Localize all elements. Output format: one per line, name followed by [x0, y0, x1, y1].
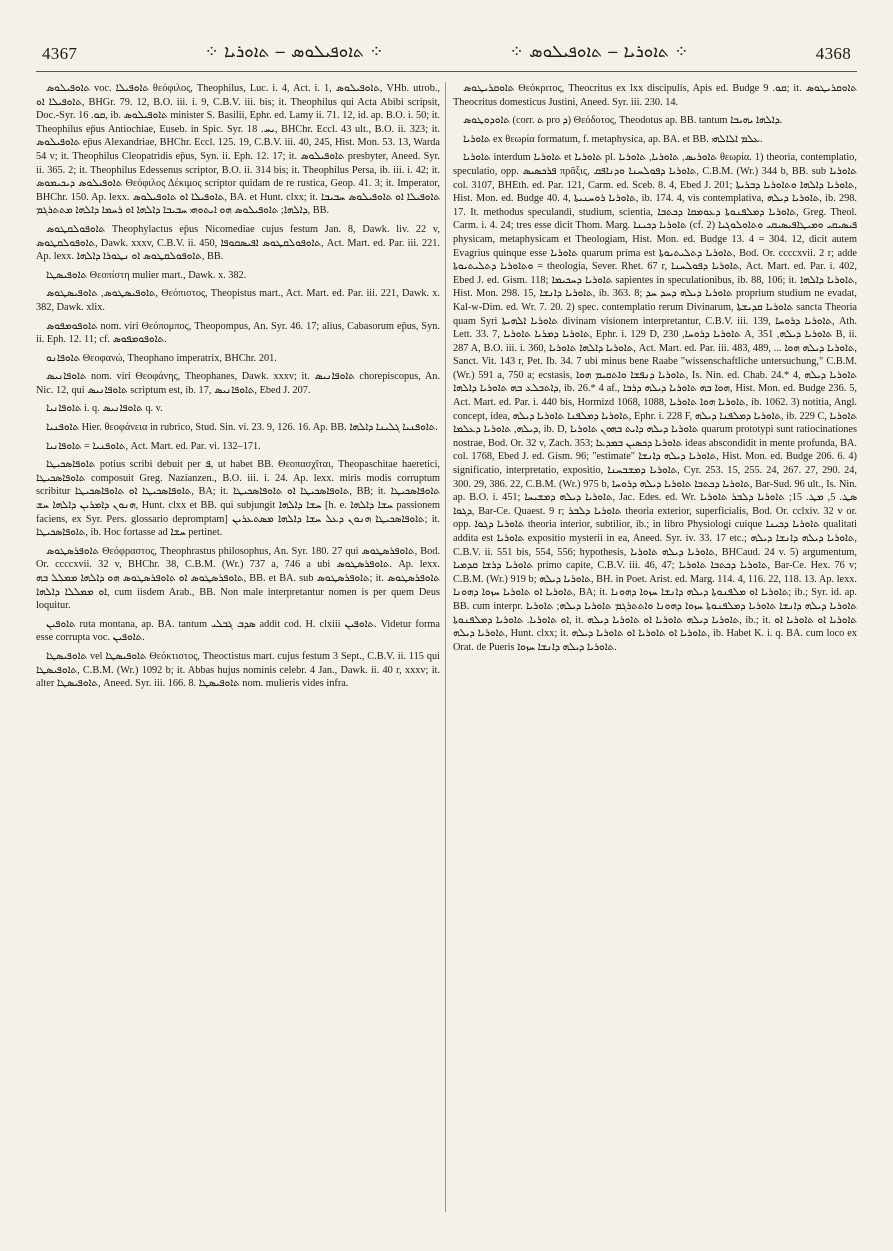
column-divider [445, 82, 446, 1212]
entry: ܬܐܘܦܪܣܛܘܣ Θεόφραστος, Theophrastus philosophus, An. Syr. 180. 27 qui ܬܐܘܦܪܣܛܘܣ, Bod. Or. ccccxvii. 32 v, BHChr. 38, C.B.M. (Wr.) 737 a, 746 a ubi ܬܐܘܦܪܣܛܘܣ. Ap. lexx. ܬܐܘܦܪܣܛܘܣ ܐܘ ܬܐܘܦܪܣܛܘܣ ܗܘ ܕܐܠܗܐ ܡܡܠܠ ܒܗ, BB. et BA. sub ܬܐܘܦܪܣܛܘܣ; it. ܬܐܘܦܪܣܛܘܣ ܐܘ ܡܡܠܠܐ ܕܐܠܗܐ, cum iisdem Arab., BB. Non male interpretantur nomen is per quem Deus loquitur. [36, 545, 440, 612]
left-running-title: ⁘ ܬܐܘܦܝܠܘܣ ‒ ܬܐܘܪܝܐ ⁘ [204, 42, 384, 62]
entry: ܬܐܘܩܪܝܛܘܣ Θεόκριτος, Theocritus ex lxx discipulis, Apis ed. Budge ܩܘ. 9; it. ܬܐܘܩܪܝܛܘܣ Theocritus domesticus Justini, Aneed. Syr. iii. 230. 14. [453, 83, 857, 108]
entry: ܬܐܘܦܘܡܦܘܣ nom. viri Θεόπομπος, Theopompus, An. Syr. 46. 17; alius, Cabasorum ep̄us, Syn. ii. Eph. 12. 11; cf. ܬܐܘܦܘܡܦܘܣ. [36, 320, 440, 346]
entry: ܬܐܘܦܝܢ ruta montana, ap. BA. tantum ܣܕܒ ܓܒܠܝ addit cod. H. clxiii ܬܐܘܦܝܢ. Videtur forma esse corrupta voc. ܬܐܘܦܝܢ. [36, 618, 440, 644]
entry: ܬܐܘܦܝܣܛܘܣ, ܬܐܘܦܝܣܛܘܣ, Θεόπιστος, Theopistus mart., Act. Mart. ed. Par. iii. 221, Dawk. x. 382, Dawk. xlix. [36, 288, 440, 313]
entry: ܬܐܘܦܐܢܝܣ nom. viri Θεοφάνης, Theophanes, Dawk. xxxv; it. ܬܐܘܦܐܢܝܣ chorepiscopus, An. Nic. 12, qui ܬܐܘܦܐܢܝܣ scriptum est, ib. 17, ܬܐܘܦܐܢܝܣ, Ebed J. 207. [36, 371, 440, 396]
page-header [36, 38, 857, 72]
entry: ܬܐܘܦܝܣܛܐ vel ܬܐܘܦܝܣܛܐ Θεόκτιστος, Theoctistus mart. cujus festum 3 Sept., C.B.V. ii. 115 qui ܬܐܘܦܝܣܛܐ, C.B.M. (Wr.) 1092 b; it. Abbas hujus nominis celebr. 4 Jan., Dawk. ii. 40 r, xxxv; it. alter ܬܐܘܦܝܣܛܐ, Aneed. Syr. iii. 166. 8. ܬܐܘܦܝܣܛܐ nom. mulieris vides infra. [36, 650, 440, 690]
entry: ܬܐܘܦܝܠܘܣ voc. ܬܐܘܦܝܠܐ θεόφιλος, Theophilus, Luc. i. 4, Act. i. 1, ܬܐܘܦܝܠܘܣ, VHb. utrob., ܬܐܘܦܝܠܐ ܐܘ, BHGr. 79. 12, B.O. iii. i. 9, C.B.V. iii. bis; it. Theophilus qui Acta Abibi scripsit, Doc.-Syr. ܩܘ. 16, ib. ܬܐܘܦܝܠܘܣ minister S. Basilii, Ephr. ed. Lamy ii. 71. 12, id. ap. B.O. i. 50; it. Theophilus ep̄us Antiochiae, Euseb. in Spic. Syr. ܝܚ. 18, BHChr. Eccl. 43 ult., B.O. ii. 323; it. ܬܐܘܦܝܠܘܣ ep̄us Alexandriae, BHChr. Eccl. 125. 19, C.B.V. iii. 40, 245, Hist. Mon. 53. 13, Warda 54 v; it. Theophilus Cleopatridis ep̄us, Syn. ii. Eph. 12. 17; it. ܬܐܘܦܝܠܘܣ presbyter, Aneed. Syr. ii. 365. 2; it. Theophilus Edessenus scriptor, B.O. ii. 314 bis; it. Theophilus Persa, ib. iii. i. 42; it. ܬܐܘܦܝܠܘܣ ܕܝܟܝܡܘܣ Θεόφιλος Δέκιμος scriptor quidam de re rustica, Geop. 41. 3; it. Imperator, BHChr. 150. Ap. lexx. ܬܐܘܦܝܠܐ ܐܘ ܬܐܘܦܝܠܘܣ, BA. et Hunt. clxx; it. ܬܐܘܦܝܠܐ ܐܘ ܬܐܘܦܝܠܘܣ ܚܒܝܒܐ ܕܐܠܗܐ; ܬܐܘܦܝܠܘܣ ܗܘ ܐܝܬܘܗܝ ܚܒܝܒܐ ܕܐܠܗܐ ܐܘ ܪܚܡܐ ܕܐܠܗܐ ܡܬܬܪܓܡ, BB. [36, 83, 440, 217]
entry: ܬܐܘܪܝܐ ex θεωρία formatum, f. metaphysica, ap. BA. et BB. ܥܠܡ ܐܠܐܠܗܝ. [463, 133, 763, 145]
entry: ܬܐܘܦܐܣܟܝܛܐ potius scribi debuit per ܦ, ut habet BB. Θεοπασχῖται, Theopaschitae haeretici, ܬܐܘܦܐܣܟܝܛܐ composuit Greg. Nazianzen., B.O. iii. i. 24. Ap. lexx. miris modis corruptum scribitur ܬܐܘܦܐܣܟܝܛܐ ܐܘ ܬܐܘܦܐܣܟܝܛܐ, BA; it. ܬܐܘܦܐܣܟܝܛܐ ܐܘ ܬܐܘܦܐܣܟܝܛܐ, BB; it. ܬܐܘܦܐܣܟܝܛܐ ܗܢܘܢ ܕܐܡܪܝܢ ܕܐܠܗܐ ܚܫ, Hunt. clxx et BB. qui subjungit ܚܫܐ ܕܐܠܗܐ [h. e. ܚܫܐ ܕܐܠܗܐ passionem faciens, ex Syr. Pers. glossario depromptam] ܬܐܘܦܐܣܟܝܛܐ ܗܢܘܢ ܕܥܠ ܚܫܐ ܕܐܠܗܐ ܡܣܬܥܪܝܢ; it. ܬܐܘܦܐܣܟܝܛܐ, ib. Hoc fortasse ad ܚܫܐ pertinet. [36, 459, 440, 539]
entry: ܬܐܘܦܐܢܝܐ i. q. ܬܐܘܦܐܢܝܣ q. v. [46, 403, 163, 415]
entry: ܬܐܘܦܢܝܐ = ܬܐܘܦܐܢܝܐ, Act. Mart. ed. Par. vi. 132–171. [46, 440, 261, 452]
right-running-title: ⁘ ܬܐܘܪܝܐ ‒ ܬܐܘܦܝܠܘܣ ⁘ [509, 42, 689, 62]
entry: ܬܐܘܪܝܐ interdum ܬܐܘܪܝܐ et ܬܐܘܪܝܐ pl. ܬܐܘܪܝܣ, ܬܐܘܪܝܐ, ܬܐܘܪܝܐ θεωρία. 1) theoria, contemplatio, speculatio, opp. ܦܪܟܣܝܣ πρᾶξις, ܬܐܘܪܝܐ ܕܦܘܠܚܢܐ ܘܕܢܐܦܩ, C.B.M. (Wr.) 344 b, BB. sub ܬܐܘܪܝܐ col. 3107, BHEth. ed. Par. 121, Carm. ed. Sceb. 8. 4, Ebed J. 201; ܬܐܘܪܝܐ ܕܐܠܗܐ ܘܬܐܘܪܝܐ ܕܒܪܝܬܐ, Hist. Mon. ed. Budge 40. 4, ܬܐܘܪܝܐ ܪܘܚܢܝܬܐ, ib. 174. 4, vis contemplativa, ܬܐܘܪܝܐ ܕܝܠܗ, ib. 298. 17. It. methodus speculandi, studium, scientia, ܬܐܘܪܝܐ ܕܡܠܦܢܘܬܐ ܕܥܘܡܩܐ ܕܟܬܒܐ, Greg. Theol. Carm. i. 4. 24; tres esse dicit Thom. Marg. ܬܐܘܪܝܐ ܕܟܝܢܐ (cf. 2) ܦܝܣܝܩܝ ܘܡܝܛܐܦܝܣܝܩܝ ܘܬܐܘܠܘܓܝܐ physicam, metaphysicam et Theologiam, Hist. Mon. ed. Budge 13. 4 = 304. 12, dicit autem Evagrius quinque esse ܬܐܘܪܝܐ quarum prima est ܬܐܘܪܝܐ ܕܬܠܝܬܝܘܬܐ, Bod. Or. ccccxvii. 2 r; adde ܘܬܐܘܪܝܐ ܕܬܠܝܬܝܘܬܐ = theologia, Sever. Rhet. 67 r, ܬܐܘܪܝܐ ܕܦܘܠܚܢܐ, Act. Mart. ed. Par. i. 402, Ebed J. ed. Gism. 118; ܬܐܘܪܝܐ ܕܚܟܝܡܐ sapientes in speculationibus, ib. 88, 106; it. ܬܐܘܪܝܐ ܕܐܠܗܐ, Hist. Mon. 298. 15, ܬܐܘܪܝܐ ܕܐܢܫܐ, ib. 363. 8; ܬܐܘܪܝܐ ܕܝܠܗ ܕܚܕ ܚܕ proprium studium ne evadat, Kal-w-Dim. ed. Wr. 7. 20. 2) spec. contemplatio rerum Divinarum, ܬܐܘܪܝܐ ܩܕܝܫܬܐ sancta Theoria quam Syri ܬܐܘܪܝܐ ܐܠܗܝܬܐ divinam visionem interpretantur, C.B.V. iii. 139, ܬܐܘܪܝܐ ܕܪܘܚܐ, Ath. Lett. 33. 7, ܬܐܘܪܝܐ ܕܡܪܝܐ ܬܐܘܪܝܐ, Ephr. i. 129 D, ܬܐܘܪܝܐ ܕܪܘܚܐ, 230 A, ܬܐܘܪܝܐ ܕܝܠܗ, 351 B, ii. 287 A, B.O. iii. i. 360, ܬܐܘܪܝܐ ܕܐܠܗܐ ܬܐܘܪܝܐ, Act. Mart. ed. Par. iii. 483, 489, ... ܬܐܘܪܝܐ ܕܝܠܗ ܗܘܐ, Sanct. Vit. 143 r, Pet. Ib. 34. 7 ubi minus bene Raabe "wissenschaftliche untersuchung," C.B.M. (Wr.) 591 a, 750 a; ecstasis, ܬܐܘܪܝܐ ܕܢܦܫܐ ܘܐܬܩܝܡ ܗܘܐ, Is. Nin. ed. Chab. 24.* 4, ܬܐܘܪܝܐ ܕܝܠܗ ܕܐܬܒܠܥ ܒܗ ܬܐܘܪܝܐ ܕܐܠܗܐ, ib. 26.* 4 af., ܗܘܐ ܒܗ ܬܐܘܪܝܐ ܕܝܠܗ ܕܪܒܐ, Hist. Mon. ed. Budge 236. 5, Act. Mart. ed. Par. i. 440 bis, Hormizd 1068, 1088, ܬܐܘܪܝܐ ܗܘܐ ܬܐܘܪܝܐ, ib. 1062. 3) notitia, Angl. concept, idea, ܬܐܘܪܝܐ ܕܡܠܦܢܐ ܬܐܘܪܝܐ ܕܝܠܗ, Ephr. i. 228 F, ܬܐܘܪܝܐ ܕܡܠܦܢܐ ܕܝܠܗ, ib. 229 C, ܬܐܘܪܝܐ ܕܝܠܗ, ܬܐܘܪܝܐ ܕܥܠܡܐ, ib. D, ܬܐܘܪܝܐ ܕܝܠܗ ܕܐܝܬ ܒܗܘܢ ܬܐܘܪܝܐ quarum prototypi sunt ratiocinationes nostrae, Bod. Or. 32 v, Zach. 353; ܬܐܘܪܝܐ ܕܟܣܝܢ ܒܡܕܥܐ ideas abscondidit in mente profunda, BA. col. 1768, Ebed J. ed. Gism. 96; "estimate" ܬܐܘܪܝܐ ܕܝܠܗ ܕܐܢܫܐ, Hist. Mon. ed. Budge 206. 6. 4) significatio, interpretatio, expositio, ܬܐܘܪܝܐ ܕܡܫܒܚܢܐ, Cyr. 253. 15, 255. 24, 267. 27, 290. 24, 300. 29, 386. 22, C.B.M. (Wr.) 975 b, ܬܐܘܪܝܐ ܕܟܬܒܐ ܬܐܘܪܝܐ ܕܝܠܗ ܕܪܘܚܐ, Bar-Sud. 96 ult., Is. Nin. ap. B.O. i. 451; ܬܐܘܪܝܐ ܕܝܠܗ ܕܡܫܝܚܐ, Jac. Edes. ed. Wr. ܣܛ. 5, ܡܛ. 15; ܬܐܘܪܝܐ ܕܠܒܪ ܬܐܘܪܝܐ ܕܓܘܐ, Bar-Ce. Quaest. 9 r; ܬܐܘܪܝܐ ܕܠܒܪ theoria exterior, superficialis, Bod. Or. cclxiv. 32 v or. opp. ܬܐܘܪܝܐ ܕܓܘܐ theoria interior, subtilior, ib.; in libro Physiologi cuique ܬܐܘܪܝܐ ܕܟܝܢܐ qualitati addita est ܬܐܘܪܝܐ expositio mysterii in ea, Aneed. Syr. iv. 33. 17 etc.; ܬܐܘܪܝܐ ܕܝܠܗ ܕܐܢܫܐ ܕܝܠܗ, C.B.V. ii. 551 bis, 554, 556; hypothesis, ܬܐܘܪܝܐ ܕܝܠܗ ܬܐܘܪܝܐ, BHCaud. 24 v. 5) argumentum, ܬܐܘܪܝܐ ܕܪܫܐ ܩܕܡܝܐ primo capite, C.B.V. iii. 46, 47; ܬܐܘܪܝܐ ܕܟܬܒܐ ܬܐܘܪܝܐ, Bar-Ce. Hex. 76 v; C.B.M. (Wr.) 919 b; ܬܐܘܪܝܐ ܕܝܠܗ, BH. in Poet. Arist. ed. Marg. 114. 4, 116. 22, 118. 13. Ap. lexx. ܬܐܘܪܝܐ ܐܘ ܬܐܘܪܝܐ ܚܙܘܐ ܕܗܘܢܐ, BA; it. ܬܐܘܪܝܐ ܐܘ ܡܠܦܢܘܬܐ ܕܝܠܗ ܕܐܢܫܐ ܚܙܘܐ ܕܗܘܢܐ; ib.; Syr. id. ap. BB. cum interpr. ܬܐܘܪܝܐ ܕܝܠܗ ܕܐܢܫܐ ܬܐܘܪܝܐ ܕܡܠܦܢܘܬܐ ܚܙܘܐ ܕܗܘܢܐ ܘܐܬܬܪܓܡ ܬܐܘܪܝܐ ܕܝܠܗ; ܬܐܘܪܝܐ ܐܘ ܬܐܘܪܝܐ. ܬܐܘܪܝܐ ܕܡܠܦܢܘܬܐ, it. ܬܐܘܪܝܐ ܕܝܠܗ ܬܐܘܪܝܐ ܐܘ ܬܐܘܪܝܐ ܕܝܠܗ, ib.; it. ܬܐܘܪܝܐ ܐܘ ܬܐܘܪܝܐ ܐܘ ܬܐܘܪܝܐ ܕܝܠܗ, Hunt. clxx; it. ܬܐܘܪܝܐ ܐܘ ܬܐܘܪܝܐ ܐܘ ܬܐܘܪܝܐ ܕܝܠܗ, ib. Habet K. i. q. BA. cum loco ex Orat. de Pueris ܬܐܘܪܝܐ ܕܝܠܗ ܕܐܢܫܐ ܚܙܘܐ. [453, 152, 857, 653]
entry: ܬܐܘܦܢܝܐ Hier. θεοφάνεια in rubrico, Stud. Sin. vi. 23. 9, 126. 16. Ap. BB. ܬܐܘܦܢܝܐ ܓܠܝܢܐ ܕܐܠܗܐ. [46, 422, 438, 434]
right-column [453, 82, 857, 1222]
entry: ܬܐܘܦܐܢܘ Θεοφανώ, Theophano imperatrix, BHChr. 201. [46, 352, 277, 364]
header-rule [36, 71, 857, 72]
entry: ܬܐܘܦܝܣܛܐ Θεοπίστη mulier mart., Dawk. x. 382. [46, 269, 247, 281]
left-column [36, 82, 440, 1222]
entry: ܬܐܘܦܘܠܩܛܘܣ Theophylactus ep̄us Nicomediae cujus festum Jan. 8, Dawk. liv. 22 v, ܬܐܘܦܘܠܩܛܘܣ, Dawk. xxxv, C.B.V. ii. 450, ܬܐܘܦܘܠܩܛܘܣ ܐܦܝܣܩܘܦܐ, Act. Mart. ed. Par. iii. 221. Ap. lexx. ܬܐܘܦܘܠܩܛܘܣ ܐܘ ܢܛܘܪܐ ܕܐܠܗܐ, BB. [36, 223, 440, 263]
right-page-number: 4368 [815, 44, 851, 63]
entry: ܬܐܘܕܘܛܘܣ (corr. ܬ pro ܕ) Θεόδοτος, Theodotus ap. BB. tantum ܕܐܠܗܐ ܝܗܝܒܐ. [463, 115, 783, 127]
left-page-number: 4367 [42, 44, 78, 63]
